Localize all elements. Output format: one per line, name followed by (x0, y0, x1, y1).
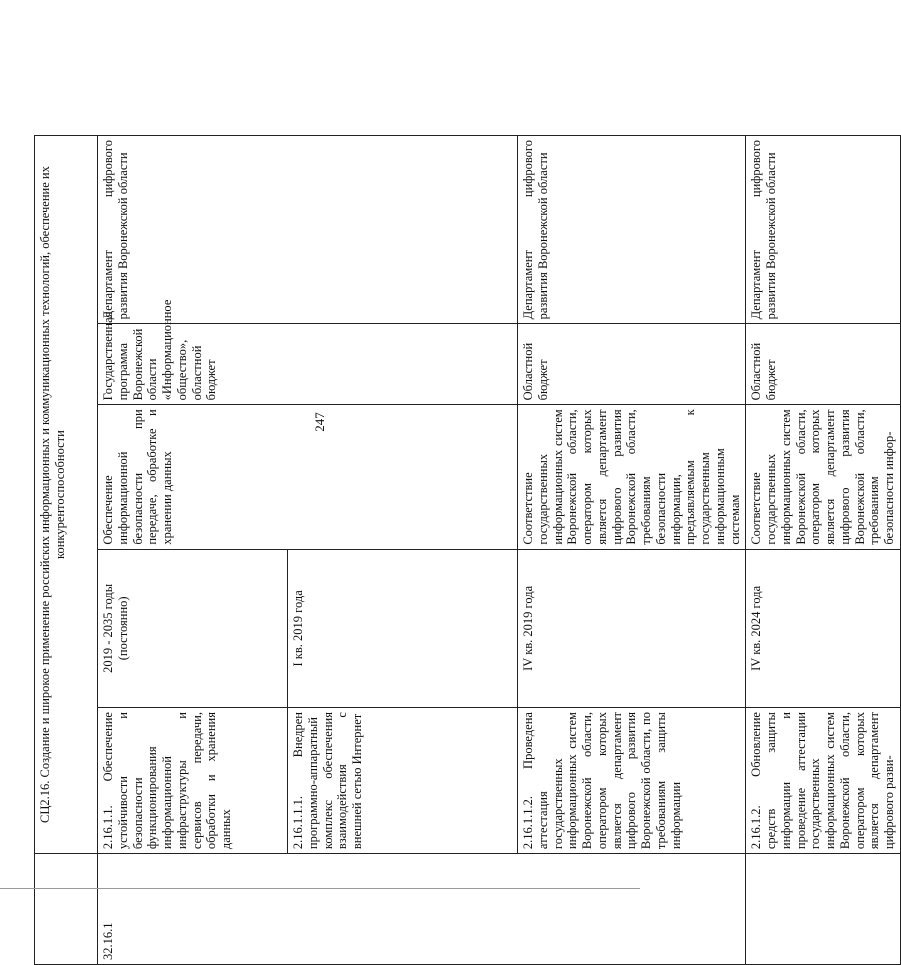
period-cell: 2019 - 2035 годы (постоянно) (98, 549, 288, 707)
measure-cell: 2.16.1.2. Обновление средств защиты информации и проведение аттестации государственных информационных систем Воронежской области, оператором которых является департамент цифрового разви- (746, 708, 901, 854)
row-number-cell (746, 854, 901, 965)
funding-source-cell: Областной бюджет (746, 324, 901, 405)
funding-source-cell: Областной бюджет (518, 324, 746, 405)
table-row (518, 136, 746, 965)
result-cell: Обеспечение информационной безопасности при передаче, обработке и хранении данных (98, 405, 518, 549)
page-number: 247 (312, 412, 327, 432)
table-row (98, 136, 288, 965)
section-title: СЦ2.16. Создание и широкое применение российских информационных и коммуникационных технологий, обеспечение их конкурентоспособности (35, 136, 98, 854)
executor-cell: Департамент цифрового развития Воронежской области (98, 136, 518, 324)
result-cell: Соответствие государственных информационных систем Воронежской области, оператором которых является департамент цифрового развития Воронежской области, требованиям безопасности информации, предъявляемым к государственным информационным системам (518, 405, 746, 549)
result-cell: Соответствие государственных информационных систем Воронежской области, оператором которых является департамент цифрового развития Воронежской области, требованиям безопасности инфор- (746, 405, 901, 549)
row-number-cell: 32.16.1 (98, 854, 746, 965)
plan-table-rotated (34, 135, 896, 965)
measure-cell: 2.16.1.1.2. Проведена аттестация государственных информационных систем Воронежской области, оператором которых является департамент цифрового развития Воронежской области, по требованиям защиты информации (518, 708, 746, 854)
measure-cell: 2.16.1.1. Обеспечение устойчивости и безопасности функционирования информационной инфраструктуры и сервисов передачи, обработки и хранения данных (98, 708, 288, 854)
measure-cell: 2.16.1.1.1. Внедрен программно-аппаратный комплекс обеспечения взаимодействия с внешней сетью Интернет (288, 708, 518, 854)
period-cell: IV кв. 2024 года (746, 549, 901, 707)
funding-source-cell: Государственная программа Воронежской области «Информационное общество», областной бюджет (98, 324, 518, 405)
period-cell: IV кв. 2019 года (518, 549, 746, 707)
plan-table (34, 135, 901, 965)
table-row (746, 136, 901, 965)
executor-cell: Департамент цифрового развития Воронежской области (746, 136, 901, 324)
period-cell: I кв. 2019 года (288, 549, 518, 707)
section-header-row (35, 136, 98, 965)
executor-cell: Департамент цифрового развития Воронежской области (518, 136, 746, 324)
scan-bottom-edge (0, 888, 640, 889)
